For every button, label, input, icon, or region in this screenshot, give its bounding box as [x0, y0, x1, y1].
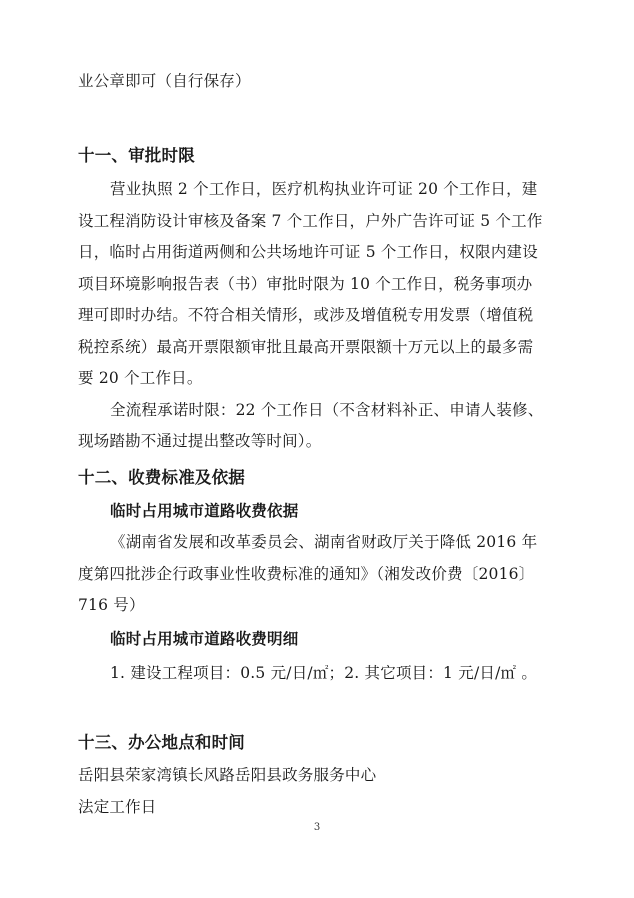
paragraph-line: 理可即时办结。不符合相关情形，或涉及增值税专用发票（增值税 — [78, 306, 534, 324]
section-heading-office-location: 十三、办公地点和时间 — [78, 733, 245, 752]
paragraph-line: 税控系统）最高开票限额审批且最高开票限额十万元以上的最多需 — [78, 338, 534, 356]
paragraph-line: 岳阳县荣家湾镇长风路岳阳县政务服务中心 — [78, 766, 377, 784]
section-heading-fee-standard: 十二、收费标准及依据 — [78, 468, 245, 487]
paragraph-line: 度第四批涉企行政事业性收费标准的通知》（湘发改价费〔2016〕 — [78, 565, 535, 583]
paragraph-line: 要 20 个工作日。 — [78, 369, 203, 387]
section-heading-approval-time: 十一、审批时限 — [78, 146, 195, 165]
paragraph-line: 项目环境影响报告表（书）审批时限为 10 个工作日，税务事项办 — [78, 275, 533, 293]
paragraph-line: 716 号） — [78, 596, 145, 614]
page-number: 3 — [313, 822, 321, 833]
paragraph-line: 全流程承诺时限：22 个工作日（不含材料补正、申请人装修、 — [110, 401, 544, 419]
paragraph-line: 法定工作日 — [78, 798, 157, 816]
subheading-fee-detail: 临时占用城市道路收费明细 — [110, 630, 299, 648]
text-line: 业公章即可（自行保存） — [78, 72, 251, 90]
paragraph-line: 日，临时占用街道两侧和公共场地许可证 5 个工作日，权限内建设 — [78, 243, 538, 261]
paragraph-line: 设工程消防设计审核及备案 7 个工作日，户外广告许可证 5 个工作 — [78, 212, 543, 230]
subheading-fee-basis: 临时占用城市道路收费依据 — [110, 502, 299, 520]
paragraph-line: 1. 建设工程项目：0.5 元/日/㎡；2. 其它项目：1 元/日/㎡ 。 — [110, 664, 538, 682]
paragraph-line: 《湖南省发展和改革委员会、湖南省财政厅关于降低 2016 年 — [110, 533, 538, 551]
paragraph-line: 营业执照 2 个工作日，医疗机构执业许可证 20 个工作日，建 — [110, 180, 538, 198]
paragraph-line: 现场踏勘不通过提出整改等时间）。 — [78, 432, 322, 450]
